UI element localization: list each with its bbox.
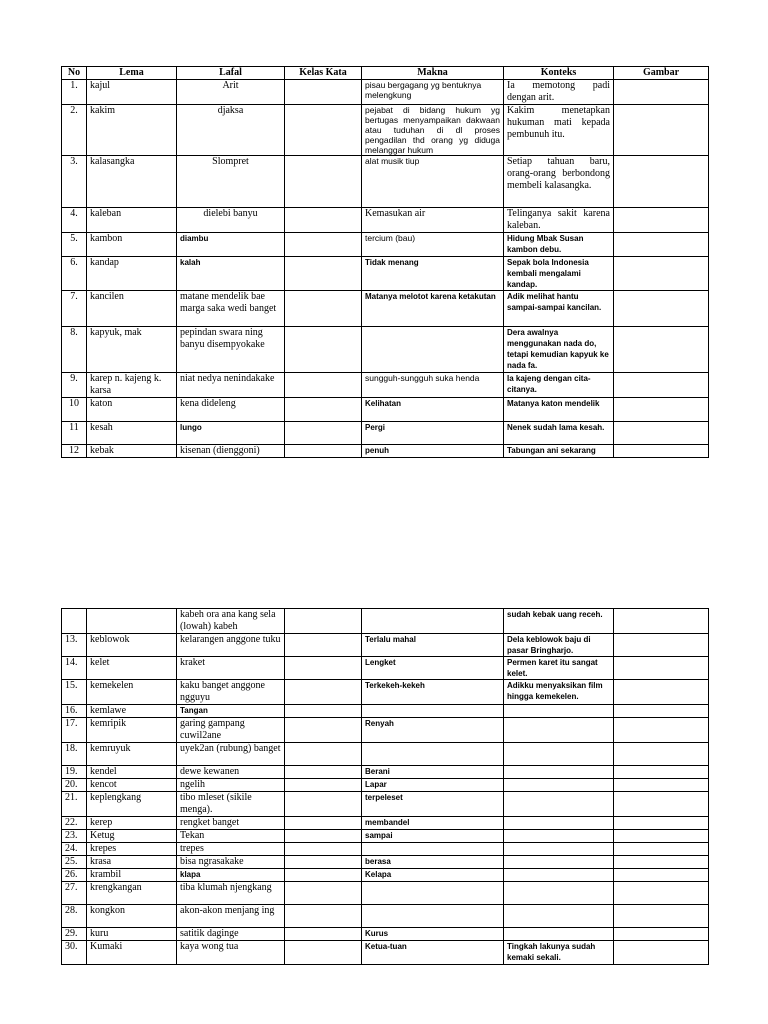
cell-kelas bbox=[285, 705, 362, 718]
cell-gambar bbox=[614, 327, 709, 373]
lexicon-table-2 bbox=[61, 608, 709, 965]
table-row bbox=[62, 373, 709, 398]
cell-konteks: Sepak bola Indonesia kembali mengalami kandap. bbox=[504, 257, 614, 291]
cell-lema: krepes bbox=[87, 843, 177, 856]
cell-no: 7. bbox=[62, 291, 87, 327]
cell-gambar bbox=[614, 609, 709, 634]
cell-lafal: kena dideleng bbox=[177, 398, 285, 422]
cell-makna: alat musik tiup bbox=[362, 156, 504, 208]
cell-kelas bbox=[285, 609, 362, 634]
cell-konteks bbox=[504, 928, 614, 941]
cell-no: 22. bbox=[62, 817, 87, 830]
cell-gambar bbox=[614, 830, 709, 843]
cell-konteks bbox=[504, 869, 614, 882]
cell-gambar bbox=[614, 257, 709, 291]
cell-kelas bbox=[285, 373, 362, 398]
table-row bbox=[62, 882, 709, 905]
cell-no: 26. bbox=[62, 869, 87, 882]
cell-kelas bbox=[285, 327, 362, 373]
cell-gambar bbox=[614, 792, 709, 817]
cell-konteks: Setiap tahuan baru, orang-orang berbondong membeli kalasangka. bbox=[504, 156, 614, 208]
cell-lema: kuru bbox=[87, 928, 177, 941]
cell-makna: terpeleset bbox=[362, 792, 504, 817]
cell-no: 10 bbox=[62, 398, 87, 422]
cell-konteks: Telinganya sakit karena kaleban. bbox=[504, 208, 614, 233]
cell-konteks bbox=[504, 779, 614, 792]
cell-gambar bbox=[614, 105, 709, 156]
table-row bbox=[62, 843, 709, 856]
cell-kelas bbox=[285, 208, 362, 233]
cell-gambar bbox=[614, 657, 709, 680]
cell-kelas bbox=[285, 680, 362, 705]
cell-lema: kencot bbox=[87, 779, 177, 792]
table-row bbox=[62, 445, 709, 458]
cell-no: 19. bbox=[62, 766, 87, 779]
cell-konteks bbox=[504, 856, 614, 869]
cell-lema: kesah bbox=[87, 422, 177, 445]
cell-lema: karep n. kajeng k. karsa bbox=[87, 373, 177, 398]
table-row bbox=[62, 856, 709, 869]
cell-lafal: kaku banget anggone ngguyu bbox=[177, 680, 285, 705]
table-row bbox=[62, 156, 709, 208]
header-kelas-kata: Kelas Kata bbox=[285, 67, 362, 80]
cell-makna: pisau bergagang yg bentuknya melengkung bbox=[362, 80, 504, 105]
cell-lema: kemlawe bbox=[87, 705, 177, 718]
cell-makna: Kelihatan bbox=[362, 398, 504, 422]
cell-konteks bbox=[504, 843, 614, 856]
cell-lafal: dielebi banyu bbox=[177, 208, 285, 233]
cell-kelas bbox=[285, 718, 362, 743]
cell-kelas bbox=[285, 905, 362, 928]
cell-makna: Berani bbox=[362, 766, 504, 779]
table-row bbox=[62, 422, 709, 445]
table-row bbox=[62, 680, 709, 705]
cell-konteks bbox=[504, 705, 614, 718]
cell-lafal: tiba klumah njengkang bbox=[177, 882, 285, 905]
cell-makna: Kelapa bbox=[362, 869, 504, 882]
table-row bbox=[62, 105, 709, 156]
cell-lema: kerep bbox=[87, 817, 177, 830]
cell-lafal: dewe kewanen bbox=[177, 766, 285, 779]
cell-gambar bbox=[614, 882, 709, 905]
cell-makna: penuh bbox=[362, 445, 504, 458]
table-row bbox=[62, 941, 709, 965]
cell-kelas bbox=[285, 156, 362, 208]
cell-konteks: Dela keblowok baju di pasar Bringharjo. bbox=[504, 634, 614, 657]
cell-lema: kongkon bbox=[87, 905, 177, 928]
cell-konteks bbox=[504, 792, 614, 817]
cell-lafal: niat nedya nenindakake bbox=[177, 373, 285, 398]
cell-konteks: Kakim menetapkan hukuman mati kepada pembunuh itu. bbox=[504, 105, 614, 156]
cell-makna: Pergi bbox=[362, 422, 504, 445]
cell-lafal: Tekan bbox=[177, 830, 285, 843]
cell-gambar bbox=[614, 856, 709, 869]
cell-lafal: satitik daginge bbox=[177, 928, 285, 941]
cell-no: 8. bbox=[62, 327, 87, 373]
cell-kelas bbox=[285, 830, 362, 843]
cell-kelas bbox=[285, 105, 362, 156]
cell-lema: kaleban bbox=[87, 208, 177, 233]
cell-no: 12 bbox=[62, 445, 87, 458]
cell-makna bbox=[362, 882, 504, 905]
cell-no: 6. bbox=[62, 257, 87, 291]
table-row bbox=[62, 705, 709, 718]
cell-lema: Ketug bbox=[87, 830, 177, 843]
table-row bbox=[62, 657, 709, 680]
table-header-row bbox=[62, 67, 709, 80]
cell-konteks bbox=[504, 743, 614, 766]
cell-no: 14. bbox=[62, 657, 87, 680]
cell-kelas bbox=[285, 856, 362, 869]
cell-kelas bbox=[285, 634, 362, 657]
header-konteks: Konteks bbox=[504, 67, 614, 80]
cell-makna: Lapar bbox=[362, 779, 504, 792]
cell-gambar bbox=[614, 80, 709, 105]
cell-konteks: Tabungan ani sekarang bbox=[504, 445, 614, 458]
cell-gambar bbox=[614, 843, 709, 856]
cell-makna: Kemasukan air bbox=[362, 208, 504, 233]
cell-gambar bbox=[614, 941, 709, 965]
table-row bbox=[62, 928, 709, 941]
table-row bbox=[62, 398, 709, 422]
cell-kelas bbox=[285, 882, 362, 905]
cell-makna bbox=[362, 843, 504, 856]
cell-lafal: kelarangen anggone tuku bbox=[177, 634, 285, 657]
table-row bbox=[62, 233, 709, 257]
cell-lafal: bisa ngrasakake bbox=[177, 856, 285, 869]
cell-konteks bbox=[504, 905, 614, 928]
cell-kelas bbox=[285, 843, 362, 856]
cell-no: 24. bbox=[62, 843, 87, 856]
cell-lema: kendel bbox=[87, 766, 177, 779]
cell-makna: Tidak menang bbox=[362, 257, 504, 291]
cell-lafal: akon-akon menjang ing bbox=[177, 905, 285, 928]
cell-makna bbox=[362, 705, 504, 718]
table-row bbox=[62, 609, 709, 634]
cell-makna: Terkekeh-kekeh bbox=[362, 680, 504, 705]
cell-no: 29. bbox=[62, 928, 87, 941]
cell-konteks: sudah kebak uang receh. bbox=[504, 609, 614, 634]
cell-lema: krengkangan bbox=[87, 882, 177, 905]
cell-konteks: Dera awalnya menggunakan nada do, tetapi kemudian kapyuk ke nada fa. bbox=[504, 327, 614, 373]
cell-no: 18. bbox=[62, 743, 87, 766]
header-makna: Makna bbox=[362, 67, 504, 80]
cell-konteks bbox=[504, 817, 614, 830]
cell-lema: keplengkang bbox=[87, 792, 177, 817]
header-lafal: Lafal bbox=[177, 67, 285, 80]
cell-lema: katon bbox=[87, 398, 177, 422]
cell-makna: Renyah bbox=[362, 718, 504, 743]
table-row bbox=[62, 80, 709, 105]
cell-kelas bbox=[285, 817, 362, 830]
cell-konteks: Matanya katon mendelik bbox=[504, 398, 614, 422]
cell-lema: keblowok bbox=[87, 634, 177, 657]
cell-konteks: Ia memotong padi dengan arit. bbox=[504, 80, 614, 105]
cell-lafal: kisenan (dienggoni) bbox=[177, 445, 285, 458]
cell-lema: kelet bbox=[87, 657, 177, 680]
cell-gambar bbox=[614, 634, 709, 657]
cell-lafal: Tangan bbox=[177, 705, 285, 718]
cell-lafal: kalah bbox=[177, 257, 285, 291]
cell-makna: tercium (bau) bbox=[362, 233, 504, 257]
cell-kelas bbox=[285, 422, 362, 445]
cell-no: 21. bbox=[62, 792, 87, 817]
table-row bbox=[62, 779, 709, 792]
cell-konteks: Permen karet itu sangat kelet. bbox=[504, 657, 614, 680]
cell-lafal: kabeh ora ana kang sela (lowah) kabeh bbox=[177, 609, 285, 634]
cell-lafal: matane mendelik bae marga saka wedi banget bbox=[177, 291, 285, 327]
cell-no: 16. bbox=[62, 705, 87, 718]
cell-kelas bbox=[285, 657, 362, 680]
table-row bbox=[62, 634, 709, 657]
cell-gambar bbox=[614, 766, 709, 779]
cell-lema: kancilen bbox=[87, 291, 177, 327]
table-row bbox=[62, 830, 709, 843]
cell-makna: Ketua-tuan bbox=[362, 941, 504, 965]
cell-lema: krasa bbox=[87, 856, 177, 869]
cell-makna: Matanya melotot karena ketakutan bbox=[362, 291, 504, 327]
cell-makna: membandel bbox=[362, 817, 504, 830]
cell-lafal: diambu bbox=[177, 233, 285, 257]
cell-no: 4. bbox=[62, 208, 87, 233]
cell-lafal: Arit bbox=[177, 80, 285, 105]
cell-no: 11 bbox=[62, 422, 87, 445]
cell-kelas bbox=[285, 445, 362, 458]
cell-gambar bbox=[614, 445, 709, 458]
cell-gambar bbox=[614, 928, 709, 941]
cell-kelas bbox=[285, 779, 362, 792]
cell-no: 30. bbox=[62, 941, 87, 965]
cell-kelas bbox=[285, 257, 362, 291]
cell-gambar bbox=[614, 373, 709, 398]
cell-no: 5. bbox=[62, 233, 87, 257]
table-row bbox=[62, 817, 709, 830]
cell-lafal: garing gampang cuwil2ane bbox=[177, 718, 285, 743]
cell-kelas bbox=[285, 928, 362, 941]
cell-kelas bbox=[285, 941, 362, 965]
cell-lema: kemekelen bbox=[87, 680, 177, 705]
cell-gambar bbox=[614, 291, 709, 327]
table-row bbox=[62, 792, 709, 817]
cell-gambar bbox=[614, 208, 709, 233]
cell-konteks bbox=[504, 718, 614, 743]
cell-gambar bbox=[614, 398, 709, 422]
header-gambar: Gambar bbox=[614, 67, 709, 80]
cell-konteks bbox=[504, 766, 614, 779]
cell-gambar bbox=[614, 743, 709, 766]
cell-lema: kandap bbox=[87, 257, 177, 291]
cell-lafal: rengket banget bbox=[177, 817, 285, 830]
table-row bbox=[62, 718, 709, 743]
cell-kelas bbox=[285, 766, 362, 779]
cell-kelas bbox=[285, 869, 362, 882]
cell-makna: pejabat di bidang hukum yg bertugas menyampaikan dakwaan atau tuduhan di dl proses pengadilan thd orang yg diduga melanggar hukum bbox=[362, 105, 504, 156]
cell-konteks: Adikku menyaksikan film hingga kemekelen. bbox=[504, 680, 614, 705]
cell-lema bbox=[87, 609, 177, 634]
cell-gambar bbox=[614, 869, 709, 882]
cell-konteks: Tingkah lakunya sudah kemaki sekali. bbox=[504, 941, 614, 965]
cell-makna: Lengket bbox=[362, 657, 504, 680]
table-row bbox=[62, 327, 709, 373]
cell-lafal: Slompret bbox=[177, 156, 285, 208]
cell-gambar bbox=[614, 779, 709, 792]
cell-kelas bbox=[285, 398, 362, 422]
cell-no: 23. bbox=[62, 830, 87, 843]
cell-lema: kajul bbox=[87, 80, 177, 105]
cell-lafal: lungo bbox=[177, 422, 285, 445]
cell-no: 3. bbox=[62, 156, 87, 208]
cell-no: 17. bbox=[62, 718, 87, 743]
table-row bbox=[62, 766, 709, 779]
cell-makna bbox=[362, 609, 504, 634]
table-row bbox=[62, 257, 709, 291]
table-row bbox=[62, 743, 709, 766]
cell-makna: Kurus bbox=[362, 928, 504, 941]
cell-lafal: tibo mleset (sikile menga). bbox=[177, 792, 285, 817]
cell-lafal: kaya wong tua bbox=[177, 941, 285, 965]
cell-lema: kambon bbox=[87, 233, 177, 257]
cell-lema: kebak bbox=[87, 445, 177, 458]
cell-no: 20. bbox=[62, 779, 87, 792]
cell-gambar bbox=[614, 422, 709, 445]
cell-lema: Kumaki bbox=[87, 941, 177, 965]
cell-lafal: uyek2an (rubung) banget bbox=[177, 743, 285, 766]
cell-lafal: pepindan swara ning banyu disempyokake bbox=[177, 327, 285, 373]
cell-gambar bbox=[614, 718, 709, 743]
cell-gambar bbox=[614, 905, 709, 928]
cell-konteks bbox=[504, 830, 614, 843]
cell-gambar bbox=[614, 705, 709, 718]
cell-lafal: ngelih bbox=[177, 779, 285, 792]
cell-makna bbox=[362, 743, 504, 766]
cell-lema: kapyuk, mak bbox=[87, 327, 177, 373]
cell-lema: kakim bbox=[87, 105, 177, 156]
cell-lema: kemruyuk bbox=[87, 743, 177, 766]
cell-makna bbox=[362, 905, 504, 928]
cell-no: 1. bbox=[62, 80, 87, 105]
cell-makna: sampai bbox=[362, 830, 504, 843]
cell-kelas bbox=[285, 80, 362, 105]
cell-no: 15. bbox=[62, 680, 87, 705]
table-row bbox=[62, 905, 709, 928]
cell-lema: kalasangka bbox=[87, 156, 177, 208]
cell-lafal: klapa bbox=[177, 869, 285, 882]
cell-no: 13. bbox=[62, 634, 87, 657]
cell-gambar bbox=[614, 156, 709, 208]
cell-lafal: djaksa bbox=[177, 105, 285, 156]
cell-no: 2. bbox=[62, 105, 87, 156]
cell-kelas bbox=[285, 743, 362, 766]
cell-kelas bbox=[285, 233, 362, 257]
cell-konteks: Hidung Mbak Susan kambon debu. bbox=[504, 233, 614, 257]
cell-konteks: Adik melihat hantu sampai-sampai kancilan. bbox=[504, 291, 614, 327]
cell-lema: krambil bbox=[87, 869, 177, 882]
cell-lafal: trepes bbox=[177, 843, 285, 856]
cell-konteks: Nenek sudah lama kesah. bbox=[504, 422, 614, 445]
cell-gambar bbox=[614, 233, 709, 257]
lexicon-table-1 bbox=[61, 66, 709, 458]
cell-no: 28. bbox=[62, 905, 87, 928]
header-no: No bbox=[62, 67, 87, 80]
cell-konteks: Ia kajeng dengan cita-citanya. bbox=[504, 373, 614, 398]
cell-lema: kemripik bbox=[87, 718, 177, 743]
cell-no: 9. bbox=[62, 373, 87, 398]
cell-no bbox=[62, 609, 87, 634]
cell-gambar bbox=[614, 680, 709, 705]
cell-kelas bbox=[285, 291, 362, 327]
cell-no: 25. bbox=[62, 856, 87, 869]
cell-makna bbox=[362, 327, 504, 373]
header-lema: Lema bbox=[87, 67, 177, 80]
cell-gambar bbox=[614, 817, 709, 830]
table-row bbox=[62, 208, 709, 233]
cell-lafal: kraket bbox=[177, 657, 285, 680]
cell-kelas bbox=[285, 792, 362, 817]
cell-konteks bbox=[504, 882, 614, 905]
cell-makna: berasa bbox=[362, 856, 504, 869]
table-row bbox=[62, 291, 709, 327]
cell-makna: Terlalu mahal bbox=[362, 634, 504, 657]
cell-makna: sungguh-sungguh suka henda bbox=[362, 373, 504, 398]
cell-no: 27. bbox=[62, 882, 87, 905]
table-row bbox=[62, 869, 709, 882]
